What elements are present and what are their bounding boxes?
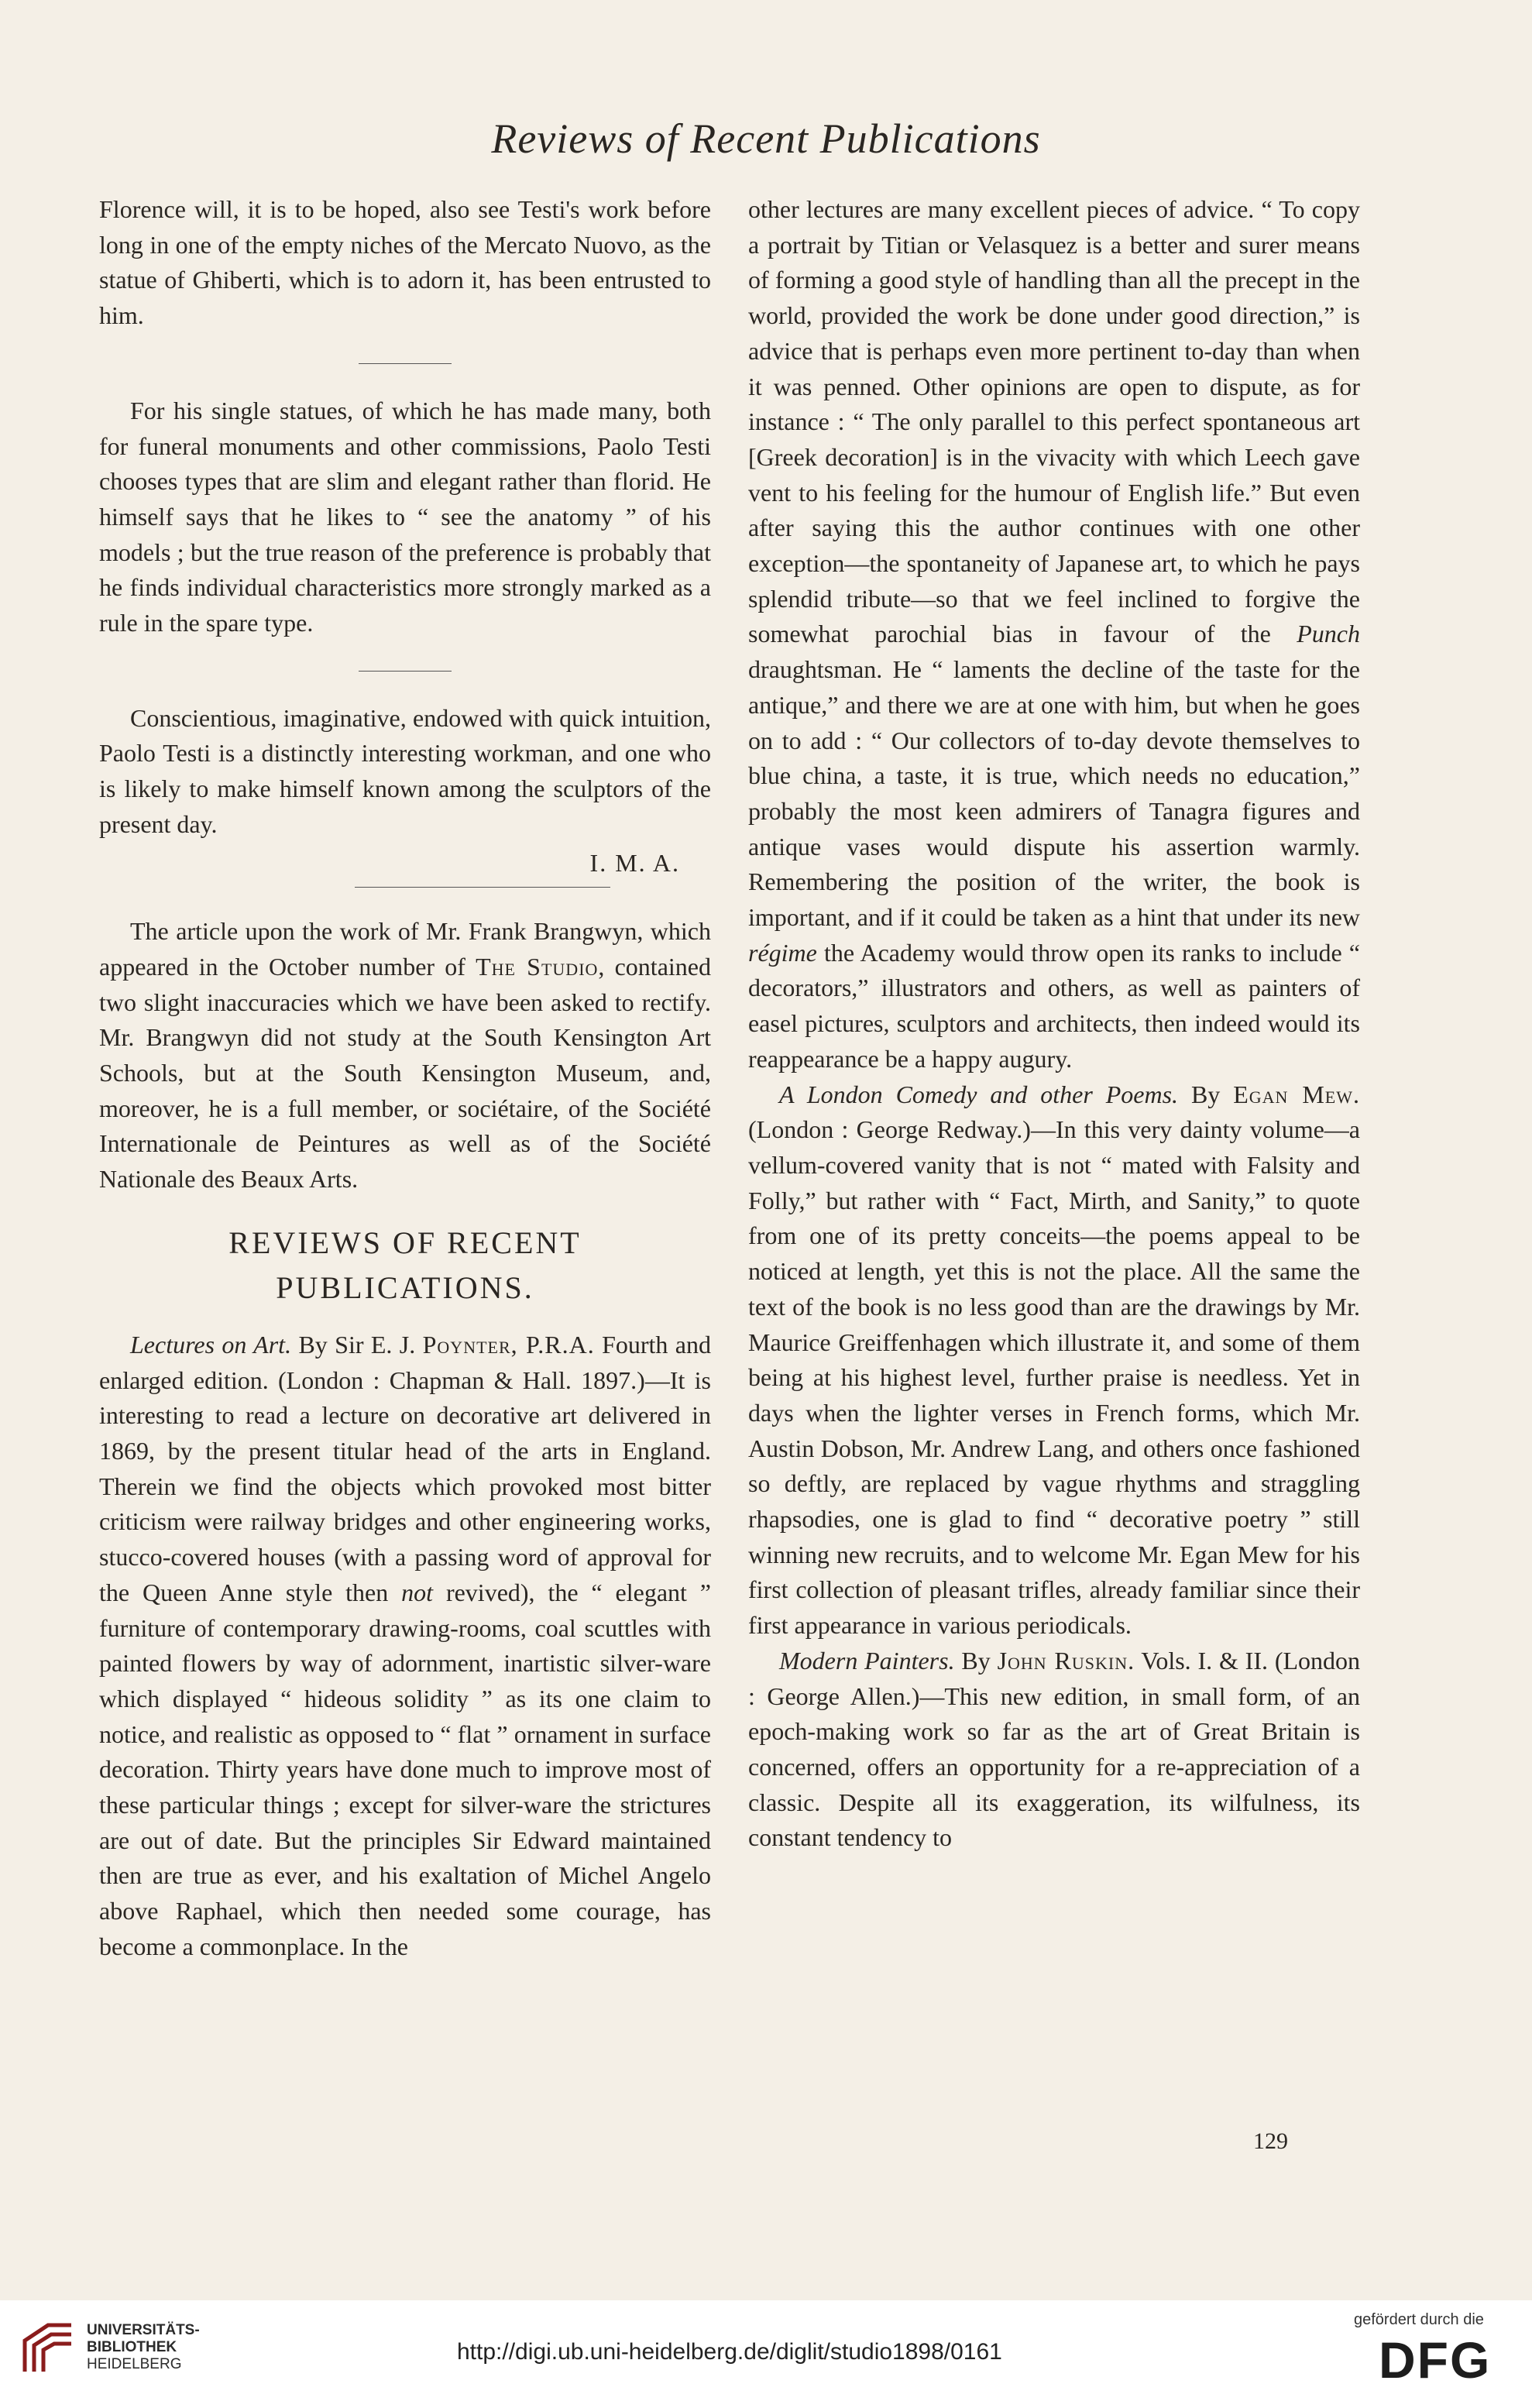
review-paragraph: other lectures are many excellent pieces of advice. “ To copy a portrait by Titian or Velasquez is a better and surer means of forming a good style of handling than all the precept in the world, provided the work be done under good direction,” is advice that is perhaps even more pertinent to-day than when it was penned. Other opinions are open to dispute, as for instance : “ The only parallel to this perfect spontaneous art [Greek decoration] is in the vivacity with which Leech gave vent to his feeling for the humour of English life.” But even after saying this the author continues with one other exception—the spontaneity of Japanese art, to which he pays splendid tribute—so that we feel inclined to forgive the somewhat parochial bias in favour of the Punch draughtsman. He “ laments the decline of the taste for the antique,” and there we are at one with him, but when he goes on to add : “ Our collectors of to-day devote themselves to blue china, a taste, it is true, which needs no education,” probably the most keen admirers of Tanagra figures and antique vases would dispute his assertion warmly. Remembering the position of the writer, the book is important, and if it could be taken as a hint that under its new régime the Academy would throw open its ranks to include “ decorators,” illustrators and others, as well as painters of easel pictures, sculptors and architects, then indeed would its reappearance be a happy augury. <box>748 195 1360 1073</box>
review-paragraph: Lectures on Art. By Sir E. J. Poynter, P.R.A. Fourth and enlarged edition. (London : Chapman & Hall. 1897.)—It is interesting to read a lecture on decorative art delivered in 1869, by the present titular head of the arts in England. Therein we find the objects which provoked most bitter criticism were railway bridges and other engineering works, stucco-covered houses (with a passing word of approval for the Queen Anne style then not revived), the “ elegant ” furniture of contemporary drawing-rooms, coal scuttles with painted flowers by way of adornment, inartistic silver-ware which displayed “ hideous solidity ” as its one claim to notice, and realistic as opposed to “ flat ” ornament in surface decoration. Thirty years have done much to improve most of these particular things ; except for silver-ware the strictures are out of date. But the principles Sir Edward maintained then are true as ever, and his exaltation of Michel Angelo above Raphael, which then needed some courage, has become a commonplace. In the <box>99 1330 712 1960</box>
digitization-footer <box>0 2300 1532 2408</box>
section-heading: REVIEWS OF RECENT PUBLICATIONS. <box>228 1225 582 1305</box>
book-title: Lectures on Art. <box>130 1330 292 1359</box>
book-title: Modern Painters. <box>779 1646 955 1675</box>
paragraph: Florence will, it is to be hoped, also see Testi's work before long in one of the empty niches of the Mercato Nuovo, as the statue of Ghiberti, which is to adorn it, has been entrusted to him. <box>99 195 711 330</box>
paragraph: For his single statues, of which he has made many, both for funeral monuments and other commissions, Paolo Testi chooses types that are slim and elegant rather than florid. He himself says that he likes to “ see the anatomy ” of his models ; but the true reason of the preference is probably that he finds individual characteristics more strongly marked as a rule in the spare type. <box>99 396 711 637</box>
library-name: UNIVERSITÄTS- BIBLIOTHEK HEIDELBERG <box>87 2322 200 2372</box>
book-author: Poynter, P.R.A. <box>422 1330 595 1359</box>
book-author: John Ruskin. <box>997 1646 1135 1675</box>
page-number: 129 <box>1253 2128 1288 2154</box>
university-library-logo-icon <box>17 2317 79 2379</box>
book-title: A London Comedy and other Poems. <box>779 1080 1179 1108</box>
paragraph: The article upon the work of Mr. Frank Brangwyn, which appeared in the October number of The Studio, contained two slight inaccuracies which we have been asked to rectify. Mr. Brangwyn did not study at the South Kensington Art Schools, but at the South Kensington Museum, and, moreover, he is a full member, or sociétaire, of the Société Internationale de Peintures as well as of the Société Nationale des Beaux Arts. <box>99 917 711 1194</box>
paragraph: Conscientious, imaginative, endowed with quick intuition, Paolo Testi is a distinctly interesting workman, and one who is likely to make himself known among the sculptors of the present day. <box>99 703 711 838</box>
section-divider <box>359 671 452 672</box>
review-paragraph: Modern Painters. By John Ruskin. Vols. I. & II. (London : George Allen.)—This new edition, in small form, of an epoch-making work so far as the art of Great Britain is concerned, offers an opportunity for a re-appreciation of a classic. Despite all its exaggeration, its wilfulness, its constant tendency to <box>748 1646 1361 1852</box>
author-signature: I. M. A. <box>589 848 680 877</box>
dfg-logo: DFG <box>1379 2331 1492 2389</box>
left-column <box>99 192 711 1965</box>
funder-caption: gefördert durch die <box>1354 2311 1484 2328</box>
source-link[interactable]: http://digi.ub.uni-heidelberg.de/diglit/studio1898/0161 <box>457 2339 1002 2365</box>
article-divider <box>355 887 610 888</box>
section-divider <box>359 363 452 364</box>
review-paragraph: A London Comedy and other Poems. By Egan Mew. (London : George Redway.)—In this very dainty volume—a vellum-covered vanity that is not “ mated with Falsity and Folly,” but rather with “ Fact, Mirth, and Sanity,” to quote from one of its pretty conceits—the poems appeal to be noticed at length, yet this is not the place. All the same the text of the book is no less good than are the drawings by Mr. Maurice Greiffenhagen which illustrate it, and some of them being at his highest level, further praise is needless. Yet in days when the lighter verses in French forms, which Mr. Austin Dobson, Mr. Andrew Lang, and others once fashioned so deftly, are replaced by vague rhythms and straggling rhapsodies, one is glad to find “ decorative poetry ” still winning new recruits, and to welcome Mr. Egan Mew for his first collection of pleasant trifles, already familiar since their first appearance in various periodicals. <box>748 1080 1360 1640</box>
right-column <box>748 192 1360 1856</box>
running-head: Reviews of Recent Publications <box>491 115 1041 162</box>
book-author: Egan Mew. <box>1233 1080 1360 1108</box>
